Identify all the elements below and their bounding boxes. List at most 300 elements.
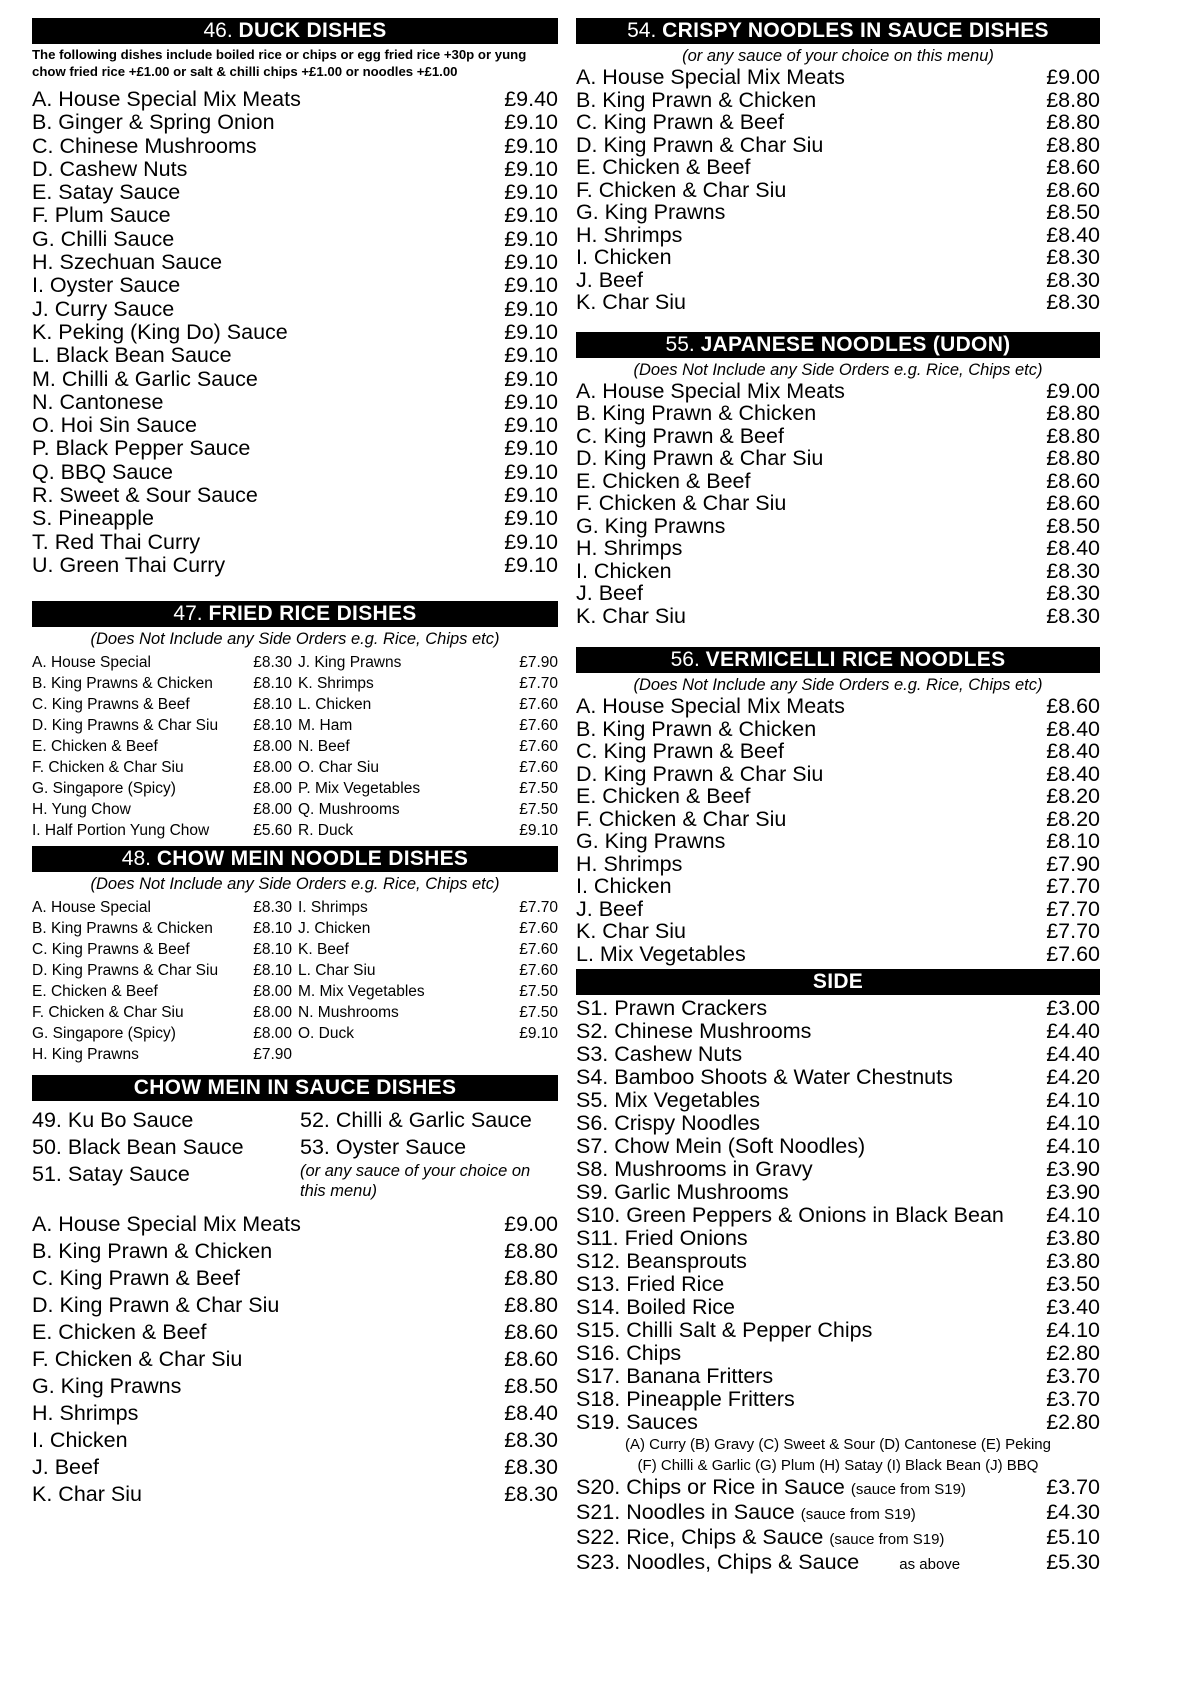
menu-item (32, 1319, 558, 1346)
item-name: I. Oyster Sauce (32, 273, 181, 298)
item-price: £8.00 (253, 983, 292, 1001)
item-name: S6. Crispy Noodles (576, 1111, 761, 1135)
section-title: JAPANESE NOODLES (UDON) (700, 332, 1011, 356)
item-name: F. Chicken & Char Siu (32, 759, 184, 777)
item-name: B. King Prawn & Chicken (576, 87, 817, 112)
item-price: £4.10 (1046, 1203, 1100, 1227)
item-name: P. Mix Vegetables (298, 780, 421, 798)
menu-item (576, 1204, 1100, 1227)
item-name: E. Chicken & Beef (32, 1320, 207, 1345)
menu-item (298, 981, 558, 1002)
item-name: A. House Special (32, 654, 151, 672)
item-price: £9.10 (504, 273, 558, 298)
menu-item (32, 820, 292, 841)
item-price: £8.50 (1046, 200, 1100, 224)
item-price: £8.30 (1046, 267, 1100, 292)
item-price: £8.50 (1046, 513, 1100, 538)
udon-list (576, 380, 1100, 628)
item-name: J. King Prawns (298, 654, 402, 672)
item-name: H. Shrimps (32, 1401, 139, 1426)
menu-item (576, 1501, 1100, 1526)
item-price: £9.10 (504, 319, 558, 344)
item-price: £3.70 (1046, 1387, 1100, 1411)
item-price: £8.40 (1046, 222, 1100, 247)
menu-item (32, 554, 558, 577)
item-price: £9.10 (504, 180, 558, 205)
item-price: £9.10 (504, 156, 558, 181)
section-header-side (576, 969, 1100, 995)
item-price: £9.10 (504, 110, 558, 135)
item-price: £9.10 (504, 459, 558, 484)
menu-item (32, 918, 292, 939)
item-price: £9.00 (504, 1212, 558, 1237)
item-price: £7.60 (1046, 941, 1100, 966)
item-name: D. King Prawns & Char Siu (32, 962, 219, 980)
item-name: R. Sweet & Sour Sauce (32, 483, 258, 508)
item-name: D. King Prawn & Char Siu (576, 132, 824, 157)
item-name: B. King Prawns & Chicken (32, 920, 213, 938)
item-name: S3. Cashew Nuts (576, 1042, 743, 1066)
menu-item (576, 380, 1100, 403)
section-title: DUCK DISHES (238, 19, 387, 42)
item-price: £8.00 (253, 738, 292, 756)
item-price: £8.30 (1046, 581, 1100, 605)
item-price: £8.40 (504, 1401, 558, 1426)
section-number: 46. (203, 19, 233, 42)
item-name: A. House Special Mix Meats (576, 378, 845, 403)
item-name: I. Half Portion Yung Chow (32, 822, 210, 840)
item-price: £2.80 (1046, 1341, 1100, 1365)
item-price: £9.10 (504, 413, 558, 438)
item-price: £4.10 (1046, 1318, 1100, 1342)
item-name: S22. Rice, Chips & Sauce (576, 1525, 824, 1549)
item-name: N. Beef (298, 738, 350, 756)
item-name: S5. Mix Vegetables (576, 1088, 761, 1112)
fried-rice-grid (32, 652, 558, 841)
item-price: £3.40 (1046, 1295, 1100, 1319)
menu-item (576, 111, 1100, 134)
section-header-duck (32, 18, 558, 44)
menu-item (32, 368, 558, 391)
item-name: S13. Fried Rice (576, 1272, 725, 1296)
item-price: £3.80 (1046, 1249, 1100, 1273)
item-price: £8.80 (1046, 132, 1100, 157)
item-price: £8.10 (253, 962, 292, 980)
item-price: £4.10 (1046, 1111, 1100, 1135)
item-name: S19. Sauces (576, 1410, 698, 1434)
item-price: £8.00 (253, 1025, 292, 1043)
item-name: C. King Prawn & Beef (576, 110, 784, 134)
item-name: S14. Boiled Rice (576, 1295, 735, 1319)
menu-item (298, 715, 558, 736)
menu-item (576, 425, 1100, 448)
item-price: £8.20 (1046, 806, 1100, 831)
item-name: E. Chicken & Beef (576, 468, 751, 493)
section-title: SIDE (812, 970, 864, 993)
item-price: £8.80 (1046, 87, 1100, 112)
item-name: G. Singapore (Spicy) (32, 1025, 176, 1043)
menu-item (576, 1526, 1100, 1551)
item-name: L. Chicken (298, 696, 372, 714)
item-price: £8.10 (253, 675, 292, 693)
menu-item (576, 156, 1100, 179)
menu-item (576, 560, 1100, 583)
menu-item (298, 897, 558, 918)
item-price: £9.10 (504, 296, 558, 321)
menu-item (32, 897, 292, 918)
item-name: S12. Beansprouts (576, 1249, 747, 1273)
item-name: C. King Prawns & Beef (32, 696, 190, 714)
item-price: £7.70 (519, 675, 558, 693)
menu-item (576, 1227, 1100, 1250)
item-price: £7.60 (519, 738, 558, 756)
item-name: H. Yung Chow (32, 801, 131, 819)
menu-item (576, 875, 1100, 898)
menu-item (576, 1043, 1100, 1066)
item-price: £7.90 (253, 1046, 292, 1064)
menu-item (576, 582, 1100, 605)
item-name: H. King Prawns (32, 1046, 139, 1064)
item-name: Q. Mushrooms (298, 801, 400, 819)
menu-item (576, 1296, 1100, 1319)
item-note: (sauce from S19) (829, 1531, 945, 1548)
menu-item (298, 918, 558, 939)
menu-item (32, 1400, 558, 1427)
item-price: £8.30 (504, 1428, 558, 1453)
menu-item (32, 652, 292, 673)
item-name: F. Chicken & Char Siu (32, 1347, 243, 1372)
item-name: S2. Chinese Mushrooms (576, 1019, 812, 1043)
menu-item (576, 898, 1100, 921)
item-name: D. King Prawn & Char Siu (576, 761, 824, 786)
menu-item (298, 1023, 558, 1044)
item-name: K. Char Siu (32, 1482, 142, 1507)
menu-item (298, 736, 558, 757)
item-price: £3.90 (1046, 1157, 1100, 1181)
menu-item (298, 960, 558, 981)
item-name: B. Ginger & Spring Onion (32, 110, 275, 135)
menu-item (32, 531, 558, 554)
menu-item (32, 1292, 558, 1319)
item-price: £5.10 (1046, 1525, 1100, 1549)
menu-item (576, 853, 1100, 876)
menu-item (576, 695, 1100, 718)
menu-item (576, 224, 1100, 247)
item-name: S8. Mushrooms in Gravy (576, 1157, 813, 1181)
chow-mein-sauce-options (32, 1107, 558, 1201)
item-price: £9.10 (504, 483, 558, 508)
menu-item (32, 437, 558, 460)
sauce-options-right (300, 1107, 558, 1201)
sauce-options-left (32, 1107, 300, 1201)
item-price: £7.90 (519, 654, 558, 672)
item-price: £9.10 (519, 1025, 558, 1043)
menu-item (576, 920, 1100, 943)
section-header-udon (576, 332, 1100, 358)
menu-item (576, 89, 1100, 112)
menu-item (32, 757, 292, 778)
item-name: O. Hoi Sin Sauce (32, 413, 197, 438)
item-name: B. King Prawn & Chicken (576, 716, 817, 741)
item-price: £9.10 (504, 343, 558, 368)
section-number: 55. (665, 332, 695, 356)
item-name: Q. BBQ Sauce (32, 459, 174, 484)
menu-item (298, 820, 558, 841)
menu-item (32, 484, 558, 507)
udon-subtitle: (Does Not Include any Side Orders e.g. Rice, Chips etc) (633, 360, 1043, 379)
item-name: E. Chicken & Beef (576, 784, 751, 808)
menu-item (32, 414, 558, 437)
menu-item (32, 1346, 558, 1373)
chow-mein-sauce-list (32, 1211, 558, 1508)
item-name: S4. Bamboo Shoots & Water Chestnuts (576, 1065, 953, 1089)
item-price: £2.80 (1046, 1410, 1100, 1434)
section-number: 48. (121, 847, 151, 871)
menu-item (32, 228, 558, 251)
item-price: £8.40 (1046, 761, 1100, 786)
item-price: £9.10 (504, 506, 558, 531)
menu-item (576, 1250, 1100, 1273)
item-name: E. Chicken & Beef (576, 155, 751, 179)
item-price: £3.80 (1046, 1226, 1100, 1250)
item-price: £8.60 (1046, 468, 1100, 493)
item-name: J. Curry Sauce (32, 296, 175, 321)
menu-item (576, 66, 1100, 89)
item-name: I. Shrimps (298, 899, 368, 917)
menu-item (576, 269, 1100, 292)
item-price: £7.70 (1046, 919, 1100, 943)
item-price: £8.40 (1046, 716, 1100, 741)
item-price: £7.70 (1046, 896, 1100, 921)
vermicelli-subtitle: (Does Not Include any Side Orders e.g. Rice, Chips etc) (633, 676, 1043, 694)
item-label (576, 1476, 966, 1501)
item-name: K. Shrimps (298, 675, 374, 693)
menu-item (32, 778, 292, 799)
item-label (576, 1526, 944, 1551)
menu-item (576, 1112, 1100, 1135)
item-name: K. Char Siu (576, 603, 686, 628)
item-name: F. Plum Sauce (32, 203, 171, 228)
menu-item (576, 537, 1100, 560)
item-name: E. Chicken & Beef (32, 738, 158, 756)
item-name: J. Beef (576, 896, 643, 921)
sauces-line-1: (A) Curry (B) Gravy (C) Sweet & Sour (D) Cantonese (E) Peking (625, 1436, 1051, 1453)
item-price: £8.10 (253, 920, 292, 938)
menu-item (298, 939, 558, 960)
item-price: £8.80 (1046, 446, 1100, 470)
item-name: O. Duck (298, 1025, 354, 1043)
item-price: £7.50 (519, 1004, 558, 1022)
item-price: £8.80 (1046, 110, 1100, 134)
item-price: £8.60 (1046, 694, 1100, 718)
item-note: as above (899, 1556, 961, 1573)
item-name: S20. Chips or Rice in Sauce (576, 1475, 845, 1499)
item-price: £8.20 (1046, 784, 1100, 808)
item-price: £7.60 (519, 941, 558, 959)
item-name: J. Beef (576, 267, 643, 292)
item-name: S9. Garlic Mushrooms (576, 1180, 789, 1204)
item-name: D. King Prawn & Char Siu (576, 446, 824, 470)
item-price: £8.30 (253, 654, 292, 672)
menu-item (576, 1551, 1100, 1576)
item-name: N. Mushrooms (298, 1004, 399, 1022)
menu-item (32, 111, 558, 134)
item-name: K. Char Siu (576, 290, 686, 314)
section-number: 47. (173, 602, 203, 626)
item-name: S21. Noodles in Sauce (576, 1500, 795, 1524)
fried-rice-subtitle: (Does Not Include any Side Orders e.g. Rice, Chips etc) (90, 630, 500, 649)
item-name: I. Chicken (576, 558, 672, 583)
item-name: G. King Prawns (32, 1374, 182, 1399)
item-price: £8.00 (253, 759, 292, 777)
menu-item (576, 134, 1100, 157)
side-list (576, 997, 1100, 1434)
item-price: £4.30 (1046, 1500, 1100, 1524)
item-name: F. Chicken & Char Siu (576, 491, 787, 515)
crispy-noodles-subtitle: (or any sauce of your choice on this menu) (682, 47, 994, 65)
item-name: C. King Prawn & Beef (576, 739, 784, 763)
menu-item (32, 715, 292, 736)
item-name: S10. Green Peppers & Onions in Black Bean (576, 1203, 1004, 1227)
menu-item (576, 447, 1100, 470)
sauces-line-2: (F) Chilli & Garlic (G) Plum (H) Satay (I) Black Bean (J) BBQ (637, 1457, 1039, 1474)
menu-item (298, 1044, 558, 1065)
item-price: £8.60 (504, 1320, 558, 1345)
menu-item (576, 785, 1100, 808)
item-price: £8.10 (253, 717, 292, 735)
item-name: S. Pineapple (32, 506, 154, 531)
item-name: G. King Prawns (576, 200, 726, 224)
item-name: C. Chinese Mushrooms (32, 133, 257, 158)
item-price: £4.40 (1046, 1019, 1100, 1043)
item-name: F. Chicken & Char Siu (576, 806, 787, 831)
item-name: R. Duck (298, 822, 354, 840)
item-price: £9.10 (504, 389, 558, 414)
item-price: £8.50 (504, 1374, 558, 1399)
menu-item (576, 830, 1100, 853)
item-name: L. Black Bean Sauce (32, 343, 232, 368)
item-name: M. Ham (298, 717, 353, 735)
menu-item (32, 507, 558, 530)
item-name: S16. Chips (576, 1341, 682, 1365)
menu-item (298, 778, 558, 799)
menu-item (298, 757, 558, 778)
item-name: S1. Prawn Crackers (576, 996, 768, 1020)
item-price: £7.60 (519, 717, 558, 735)
vermicelli-list (576, 695, 1100, 965)
menu-item (576, 402, 1100, 425)
menu-item (576, 1181, 1100, 1204)
item-name: B. King Prawns & Chicken (32, 675, 213, 693)
menu-item (32, 939, 292, 960)
item-price: £8.00 (253, 780, 292, 798)
menu-item (576, 1319, 1100, 1342)
item-price: £8.00 (253, 1004, 292, 1022)
item-price: £8.60 (504, 1347, 558, 1372)
item-name: B. King Prawn & Chicken (576, 401, 817, 425)
item-name: N. Cantonese (32, 389, 164, 414)
item-name: S17. Banana Fritters (576, 1364, 774, 1388)
item-name: A. House Special Mix Meats (576, 694, 845, 718)
sauce-option: 53. Oyster Sauce (300, 1135, 467, 1160)
item-name: H. Shrimps (576, 536, 683, 560)
item-price: £9.10 (504, 226, 558, 251)
item-price: £3.70 (1046, 1475, 1100, 1499)
menu-item (298, 1002, 558, 1023)
menu-item (32, 1044, 292, 1065)
menu-item (576, 1365, 1100, 1388)
menu-item (32, 673, 292, 694)
item-price: £8.40 (1046, 739, 1100, 763)
item-price: £9.10 (504, 436, 558, 461)
menu-item (298, 652, 558, 673)
menu-item (32, 1211, 558, 1238)
item-name: H. Shrimps (576, 222, 683, 247)
section-title: CHOW MEIN IN SAUCE DISHES (133, 1076, 457, 1100)
menu-item (32, 960, 292, 981)
section-title: FRIED RICE DISHES (208, 602, 417, 626)
menu-item (32, 1373, 558, 1400)
menu-item (32, 135, 558, 158)
item-name: L. Mix Vegetables (576, 941, 746, 966)
menu-item (576, 1476, 1100, 1501)
item-name: C. King Prawn & Beef (576, 423, 784, 448)
item-price: £4.10 (1046, 1088, 1100, 1112)
item-name: G. King Prawns (576, 829, 726, 853)
menu-item (32, 274, 558, 297)
item-price: £4.40 (1046, 1042, 1100, 1066)
item-name: A. House Special Mix Meats (32, 1212, 301, 1237)
menu-item (576, 605, 1100, 628)
menu-item (576, 808, 1100, 831)
menu-item (576, 997, 1100, 1020)
menu-item (298, 799, 558, 820)
menu-item (576, 179, 1100, 202)
item-price: £8.60 (1046, 177, 1100, 202)
section-number: 56. (670, 648, 700, 671)
item-name: E. Satay Sauce (32, 180, 181, 205)
menu-item (32, 1481, 558, 1508)
item-price: £9.00 (1046, 378, 1100, 403)
section-header-chow-mein (32, 846, 558, 872)
item-price: £8.60 (1046, 491, 1100, 515)
section-number: 54. (627, 19, 657, 42)
item-name: A. House Special Mix Meats (32, 87, 301, 111)
item-name: T. Red Thai Curry (32, 529, 201, 554)
item-price: £8.30 (504, 1455, 558, 1480)
item-price: £8.80 (504, 1239, 558, 1264)
menu-item (576, 1158, 1100, 1181)
sauce-option: 50. Black Bean Sauce (32, 1135, 244, 1160)
item-price: £8.00 (253, 801, 292, 819)
item-price: £8.80 (1046, 401, 1100, 425)
item-name: S18. Pineapple Fritters (576, 1387, 795, 1411)
menu-item (576, 201, 1100, 224)
item-price: £9.10 (504, 250, 558, 275)
menu-item (576, 291, 1100, 314)
item-price: £8.80 (504, 1293, 558, 1318)
item-price: £7.60 (519, 962, 558, 980)
item-price: £8.10 (253, 696, 292, 714)
item-price: £3.70 (1046, 1364, 1100, 1388)
menu-item (298, 694, 558, 715)
crispy-noodles-list (576, 66, 1100, 314)
menu-item (576, 1388, 1100, 1411)
menu-item (32, 1454, 558, 1481)
item-name: J. Chicken (298, 920, 371, 938)
menu-item (576, 1411, 1100, 1434)
item-price: £8.30 (1046, 603, 1100, 628)
